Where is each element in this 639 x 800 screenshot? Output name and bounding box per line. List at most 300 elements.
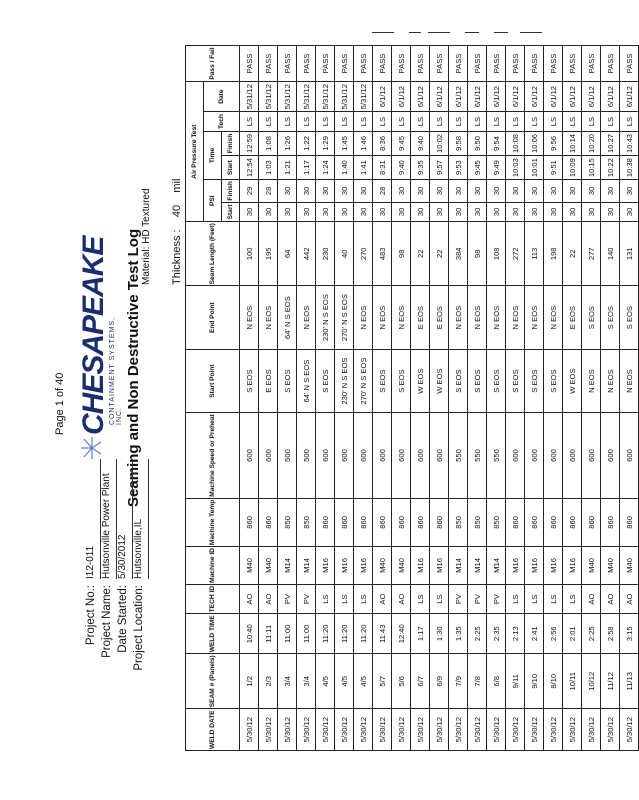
logo-tagline: CONTAINMENT SYSTEMS, INC.: [109, 316, 123, 425]
table-cell: S EOS: [544, 349, 563, 412]
table-cell: LS: [297, 112, 316, 132]
table-cell: 9:45: [468, 156, 487, 180]
table-cell: LS: [240, 112, 259, 132]
table-cell: 30: [392, 180, 411, 202]
table-cell: 30: [601, 180, 620, 202]
table-row: [487, 46, 506, 751]
table-cell: 1:46: [354, 131, 373, 155]
table-cell: 30: [525, 180, 544, 202]
table-cell: E EOS: [430, 286, 449, 349]
table-cell: PASS: [278, 46, 297, 82]
table-cell: 5/30/12: [620, 709, 639, 751]
table-cell: PV: [297, 584, 316, 613]
table-cell: 30: [525, 202, 544, 222]
table-cell: LS: [430, 112, 449, 132]
table-cell: 5/30/12: [525, 709, 544, 751]
table-cell: LS: [354, 584, 373, 613]
table-cell: M40: [620, 547, 639, 585]
table-cell: 10:38: [620, 156, 639, 180]
table-cell: AO: [259, 584, 278, 613]
table-cell: 30: [411, 180, 430, 202]
table-cell: 100: [240, 222, 259, 286]
table-cell: 30: [582, 180, 601, 202]
table-cell: 6/1/12: [449, 82, 468, 112]
table-cell: M40: [373, 547, 392, 585]
col-pass-fail: Pass / Fail: [186, 46, 240, 82]
table-cell: 11:11: [259, 614, 278, 654]
table-cell: 10/11: [563, 654, 582, 709]
col-time: Time: [204, 131, 222, 179]
table-cell: 12:59: [240, 131, 259, 155]
table-cell: 600: [544, 413, 563, 498]
col-psi-finish: Finish: [222, 180, 240, 202]
table-cell: 30: [278, 180, 297, 202]
table-cell: M16: [411, 547, 430, 585]
table-cell: LS: [316, 584, 335, 613]
table-cell: 9:50: [468, 131, 487, 155]
table-cell: 30: [373, 202, 392, 222]
table-cell: LS: [525, 584, 544, 613]
table-cell: 6/1/12: [506, 82, 525, 112]
table-cell: 270: [354, 222, 373, 286]
table-cell: 198: [544, 222, 563, 286]
table-row: [316, 46, 335, 751]
table-cell: 1:45: [335, 131, 354, 155]
table-cell: 5/30/12: [373, 709, 392, 751]
table-cell: 600: [601, 413, 620, 498]
table-cell: 8/10: [544, 654, 563, 709]
table-cell: M14: [487, 547, 506, 585]
table-cell: LS: [506, 584, 525, 613]
table-cell: M14: [449, 547, 468, 585]
table-cell: W EOS: [430, 349, 449, 412]
table-cell: 8:36: [373, 131, 392, 155]
table-cell: 9/11: [506, 654, 525, 709]
table-cell: N EOS: [297, 286, 316, 349]
col-air-pressure-test: Air Pressure Test: [186, 82, 204, 222]
table-cell: 230' N S EOS: [335, 349, 354, 412]
project-info: [85, 459, 149, 695]
table-cell: 5/30/12: [240, 709, 259, 751]
table-cell: 5/30/12: [278, 709, 297, 751]
table-cell: LS: [582, 112, 601, 132]
table-cell: 140: [601, 222, 620, 286]
table-cell: 1:24: [316, 156, 335, 180]
table-cell: PASS: [297, 46, 316, 82]
logo-wordmark: CHESAPEAKE: [77, 236, 110, 435]
table-cell: PASS: [392, 46, 411, 82]
rule-line: [520, 32, 542, 33]
col-tech: Tech: [204, 112, 240, 132]
table-cell: 10:27: [601, 131, 620, 155]
table-cell: 30: [430, 202, 449, 222]
table-row: [278, 46, 297, 751]
table-row: [468, 46, 487, 751]
test-log-table: [185, 45, 639, 751]
table-cell: 30: [354, 180, 373, 202]
table-cell: 11:00: [297, 614, 316, 654]
table-cell: 5/30/12: [601, 709, 620, 751]
table-cell: S EOS: [525, 349, 544, 412]
table-cell: S EOS: [487, 349, 506, 412]
table-cell: 30: [487, 202, 506, 222]
table-cell: 860: [563, 498, 582, 546]
company-logo: [77, 236, 123, 465]
table-cell: 11:20: [354, 614, 373, 654]
table-cell: 5/30/12: [259, 709, 278, 751]
table-cell: 4/5: [354, 654, 373, 709]
table-cell: S EOS: [373, 349, 392, 412]
table-cell: PASS: [240, 46, 259, 82]
table-cell: N EOS: [373, 286, 392, 349]
table-cell: PASS: [430, 46, 449, 82]
col-time-finish: Finish: [222, 131, 240, 155]
table-cell: 11/13: [620, 654, 639, 709]
table-cell: 5/31/12: [240, 82, 259, 112]
table-cell: 3/4: [278, 654, 297, 709]
table-cell: 6/1/12: [525, 82, 544, 112]
col-seam: SEAM # (Panels): [186, 654, 240, 709]
table-cell: 600: [620, 413, 639, 498]
table-cell: 6/1/12: [487, 82, 506, 112]
table-cell: 2:13: [506, 614, 525, 654]
table-cell: 98: [392, 222, 411, 286]
table-cell: AO: [240, 584, 259, 613]
table-cell: LS: [449, 112, 468, 132]
table-cell: W EOS: [411, 349, 430, 412]
table-row: [563, 46, 582, 751]
table-cell: PV: [468, 584, 487, 613]
table-cell: 28: [259, 180, 278, 202]
table-cell: AO: [620, 584, 639, 613]
table-cell: S EOS: [240, 349, 259, 412]
table-cell: 5/30/12: [335, 709, 354, 751]
table-cell: PASS: [525, 46, 544, 82]
table-cell: N EOS: [620, 349, 639, 412]
table-row: [354, 46, 373, 751]
table-cell: 442: [297, 222, 316, 286]
table-cell: 30: [506, 202, 525, 222]
table-cell: 64' N S EOS: [297, 349, 316, 412]
table-cell: 5/31/12: [259, 82, 278, 112]
table-cell: M40: [240, 547, 259, 585]
col-tech-id: TECH ID: [186, 584, 240, 613]
table-cell: 30: [354, 202, 373, 222]
table-cell: 1:08: [259, 131, 278, 155]
table-cell: AO: [582, 584, 601, 613]
table-cell: S EOS: [468, 349, 487, 412]
table-row: [525, 46, 544, 751]
table-cell: 600: [240, 413, 259, 498]
table-cell: 6/7: [411, 654, 430, 709]
table-cell: 11:43: [373, 614, 392, 654]
table-cell: 30: [563, 180, 582, 202]
table-cell: 10:01: [525, 156, 544, 180]
table-cell: 600: [525, 413, 544, 498]
table-cell: 28: [373, 180, 392, 202]
table-cell: N EOS: [449, 286, 468, 349]
table-cell: LS: [392, 112, 411, 132]
table-cell: 6/1/12: [601, 82, 620, 112]
table-cell: 600: [335, 413, 354, 498]
table-cell: 850: [297, 498, 316, 546]
table-cell: M16: [335, 547, 354, 585]
table-cell: LS: [563, 112, 582, 132]
table-cell: N EOS: [506, 286, 525, 349]
table-cell: 9:35: [411, 156, 430, 180]
table-cell: 600: [563, 413, 582, 498]
table-cell: 30: [240, 202, 259, 222]
table-cell: 6/1/12: [544, 82, 563, 112]
table-cell: PASS: [582, 46, 601, 82]
table-cell: 30: [316, 202, 335, 222]
table-cell: 6/1/12: [373, 82, 392, 112]
table-cell: LS: [544, 584, 563, 613]
table-cell: N EOS: [354, 286, 373, 349]
table-cell: N EOS: [240, 286, 259, 349]
table-row: [411, 46, 430, 751]
table-body: [240, 46, 639, 751]
table-cell: M16: [563, 547, 582, 585]
table-cell: 30: [601, 202, 620, 222]
table-cell: PASS: [544, 46, 563, 82]
table-cell: 10:43: [620, 131, 639, 155]
document-title: Seaming and Non Destructive Test Log: [125, 228, 142, 507]
table-row: [430, 46, 449, 751]
rule-line: [494, 32, 508, 33]
table-cell: 10:40: [240, 614, 259, 654]
table-cell: 860: [392, 498, 411, 546]
table-cell: 4/5: [335, 654, 354, 709]
rotated-log-sheet: [45, 45, 634, 755]
table-cell: PV: [449, 584, 468, 613]
table-cell: 5/31/12: [297, 82, 316, 112]
table-cell: 6/1/12: [620, 82, 639, 112]
table-cell: 10:20: [582, 131, 601, 155]
table-row: [240, 46, 259, 751]
table-cell: 30: [430, 180, 449, 202]
table-cell: 9:56: [544, 131, 563, 155]
table-cell: 22: [430, 222, 449, 286]
table-cell: 230: [316, 222, 335, 286]
table-cell: 40: [335, 222, 354, 286]
table-cell: M40: [392, 547, 411, 585]
table-cell: LS: [525, 112, 544, 132]
table-cell: S EOS: [449, 349, 468, 412]
table-cell: 600: [373, 413, 392, 498]
date-started: 5/30/2012: [117, 459, 133, 579]
table-cell: 1:17: [297, 156, 316, 180]
table-cell: 30: [620, 180, 639, 202]
table-cell: 384: [449, 222, 468, 286]
table-cell: 1/2: [240, 654, 259, 709]
project-name-label: Project Name:: [101, 585, 113, 658]
table-cell: 5/7: [373, 654, 392, 709]
rule-line: [409, 32, 421, 33]
table-cell: LS: [278, 112, 297, 132]
table-cell: 860: [335, 498, 354, 546]
table-cell: 3:15: [620, 614, 639, 654]
project-no: I12-011: [85, 459, 101, 579]
table-cell: 1:03: [259, 156, 278, 180]
table-cell: 1:35: [449, 614, 468, 654]
table-cell: 5/30/12: [582, 709, 601, 751]
table-cell: 30: [259, 202, 278, 222]
thickness-unit: mil: [171, 178, 183, 193]
table-cell: 272: [506, 222, 525, 286]
table-cell: N EOS: [468, 286, 487, 349]
material-value: HD Textured: [141, 188, 152, 244]
table-cell: 860: [525, 498, 544, 546]
table-cell: PV: [278, 584, 297, 613]
table-cell: 1:30: [430, 614, 449, 654]
table-cell: LS: [335, 112, 354, 132]
table-cell: 30: [468, 180, 487, 202]
table-cell: 850: [468, 498, 487, 546]
table-cell: 230' N S EOS: [316, 286, 335, 349]
table-cell: 6/1/12: [468, 82, 487, 112]
table-row: [620, 46, 639, 751]
table-cell: LS: [544, 112, 563, 132]
table-cell: 5/30/12: [316, 709, 335, 751]
table-cell: 30: [544, 180, 563, 202]
table-cell: 9:40: [392, 156, 411, 180]
table-cell: 6/1/12: [563, 82, 582, 112]
table-cell: 5/30/12: [430, 709, 449, 751]
table-cell: PASS: [354, 46, 373, 82]
table-cell: 500: [278, 413, 297, 498]
table-cell: 9:40: [411, 131, 430, 155]
table-cell: N EOS: [392, 286, 411, 349]
table-cell: 550: [449, 413, 468, 498]
table-cell: LS: [335, 584, 354, 613]
table-cell: 7/9: [449, 654, 468, 709]
rule-line: [465, 32, 479, 33]
col-weld-time: WELD TIME: [186, 614, 240, 654]
table-cell: 5/30/12: [354, 709, 373, 751]
table-cell: W EOS: [563, 349, 582, 412]
table-cell: 483: [373, 222, 392, 286]
table-cell: 600: [582, 413, 601, 498]
table-cell: PASS: [259, 46, 278, 82]
table-cell: 2/3: [259, 654, 278, 709]
table-cell: 6/1/12: [582, 82, 601, 112]
table-row: [373, 46, 392, 751]
table-cell: 2:01: [563, 614, 582, 654]
table-cell: 550: [468, 413, 487, 498]
project-no-label: Project No.:: [85, 585, 97, 646]
table-cell: S EOS: [601, 286, 620, 349]
table-cell: AO: [373, 584, 392, 613]
table-cell: 64: [278, 222, 297, 286]
table-cell: 113: [525, 222, 544, 286]
table-cell: 30: [335, 202, 354, 222]
table-cell: 11:20: [316, 614, 335, 654]
table-cell: 6/1/12: [411, 82, 430, 112]
table-cell: M14: [297, 547, 316, 585]
table-cell: 7/8: [468, 654, 487, 709]
table-cell: M14: [278, 547, 297, 585]
table-cell: 277: [582, 222, 601, 286]
table-cell: 11/12: [601, 654, 620, 709]
table-cell: 9:58: [449, 131, 468, 155]
table-cell: 30: [468, 202, 487, 222]
table-cell: 5/31/12: [354, 82, 373, 112]
table-cell: S EOS: [392, 349, 411, 412]
col-machine-temp: Machine Temp: [186, 498, 240, 546]
table-cell: 1:22: [297, 131, 316, 155]
table-cell: LS: [620, 112, 639, 132]
table-cell: 131: [620, 222, 639, 286]
table-cell: PASS: [468, 46, 487, 82]
table-cell: 860: [373, 498, 392, 546]
table-cell: 30: [392, 202, 411, 222]
table-cell: PASS: [373, 46, 392, 82]
table-cell: 10/12: [582, 654, 601, 709]
table-cell: S EOS: [506, 349, 525, 412]
table-cell: 9:57: [430, 156, 449, 180]
thickness-label: Thickness :: [171, 229, 183, 285]
table-cell: 600: [354, 413, 373, 498]
table-cell: 195: [259, 222, 278, 286]
table-cell: 10:02: [430, 131, 449, 155]
table-cell: 30: [278, 202, 297, 222]
table-cell: 9:54: [487, 131, 506, 155]
table-cell: M16: [316, 547, 335, 585]
table-cell: 1:26: [278, 131, 297, 155]
table-cell: 30: [335, 180, 354, 202]
date-started-label: Date Started:: [117, 585, 129, 653]
table-cell: 30: [563, 202, 582, 222]
table-cell: N EOS: [525, 286, 544, 349]
table-cell: LS: [354, 112, 373, 132]
col-end-point: End Point: [186, 286, 240, 349]
table-cell: 5/30/12: [544, 709, 563, 751]
table-cell: 5/30/12: [468, 709, 487, 751]
table-cell: 5/30/12: [392, 709, 411, 751]
table-cell: M16: [430, 547, 449, 585]
table-cell: 30: [449, 180, 468, 202]
table-cell: N EOS: [487, 286, 506, 349]
table-cell: 5/30/12: [449, 709, 468, 751]
table-cell: 98: [468, 222, 487, 286]
table-cell: 10:06: [525, 131, 544, 155]
table-cell: 5/6: [392, 654, 411, 709]
table-cell: 270' N S EOS: [335, 286, 354, 349]
table-cell: S EOS: [278, 349, 297, 412]
table-cell: S EOS: [582, 286, 601, 349]
table-cell: LS: [601, 112, 620, 132]
table-cell: 5/31/12: [278, 82, 297, 112]
col-weld-date: WELD DATE: [186, 709, 240, 751]
table-cell: 30: [411, 202, 430, 222]
table-row: [582, 46, 601, 751]
table-cell: 860: [620, 498, 639, 546]
table-cell: 860: [354, 498, 373, 546]
table-cell: 860: [506, 498, 525, 546]
table-cell: 9:49: [487, 156, 506, 180]
table-cell: M16: [354, 547, 373, 585]
table-row: [335, 46, 354, 751]
project-name: Hutsonville Power Plant: [101, 459, 117, 579]
table-cell: 5/30/12: [563, 709, 582, 751]
table-cell: PASS: [563, 46, 582, 82]
table-cell: M16: [506, 547, 525, 585]
table-cell: 600: [506, 413, 525, 498]
table-cell: LS: [563, 584, 582, 613]
table-cell: S EOS: [316, 349, 335, 412]
table-cell: 12:54: [240, 156, 259, 180]
